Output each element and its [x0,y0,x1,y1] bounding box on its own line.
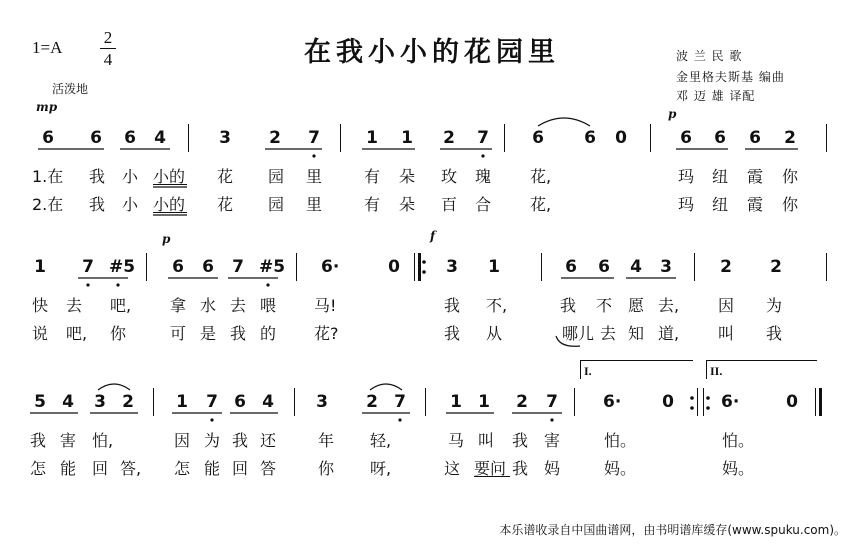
lyric: 是 [200,324,217,343]
lyric: 这 [444,459,461,478]
lyric: 霞 [747,167,764,186]
second-ending-label: II. [710,364,723,378]
lyric: 叫 [478,431,495,450]
lyric: 我 [512,459,529,478]
note: 6 [749,128,761,148]
lyric: 花 [217,195,234,214]
lyric: 朵 [399,195,416,214]
note: 4 [630,257,642,277]
lyric: 霞 [747,195,764,214]
note: 7 [206,392,218,412]
note: 6 [532,128,544,148]
note: 5 [34,392,46,412]
note: 3 [660,257,672,277]
lyric: 我 [230,324,247,343]
note: 6 [42,128,54,148]
lyric: 吧, [66,324,88,343]
lyric: 2.在 [32,195,64,214]
lyric: 答 [260,459,277,478]
lyric: 小 [122,167,139,186]
lyric: 怕。 [722,431,755,450]
lyric: 能 [60,459,77,478]
lyric: 妈。 [604,459,637,478]
lyric: 呀, [370,459,392,478]
lyric: 怕, [92,431,114,450]
lyric: 瑰 [475,167,492,186]
lyric: 花? [314,324,339,343]
credit-translator: 邓 迈 雄 译配 [676,89,756,103]
credit-arranger: 金里格夫斯基 编曲 [676,70,785,84]
note: 1 [366,128,378,148]
source-footer: 本乐谱收录自中国曲谱网，由书明谱库缓存(www.spuku.com)。 [499,523,846,537]
lyric: 的 [260,324,277,343]
note: 7 [477,128,489,148]
note: 6 [598,257,610,277]
tempo-marking: 活泼地 [52,82,89,96]
note: 2 [443,128,455,148]
time-signature-top: 2 [103,28,113,47]
note: 4 [262,392,274,412]
lyric: 有 [364,167,381,186]
note: 1 [34,257,46,277]
lyric: 回 [92,459,109,478]
lyric: 玫 [441,167,458,186]
note: 6 [714,128,726,148]
lyric: 小的 [153,167,186,186]
lyric: 里 [306,195,323,214]
lyric: 花, [530,167,552,186]
note: 6· [721,392,740,412]
lyric: 你 [782,195,799,214]
note: 4 [62,392,74,412]
lyric: 我 [444,296,461,315]
lyric: 去, [658,296,680,315]
note: 1 [176,392,188,412]
key-signature: 1=A [32,38,63,57]
note: 3 [446,257,458,277]
note: 3 [219,128,231,148]
lyric: 知 [628,324,645,343]
lyric: 叫 [718,324,735,343]
lyric: 我 [512,431,529,450]
note: 6· [321,257,340,277]
lyric: 玛 [678,167,695,186]
lyric: 有 [364,195,381,214]
note: 6 [565,257,577,277]
dynamic-f: f [430,229,436,243]
lyric: 园 [268,167,285,186]
lyric: 为 [766,296,783,315]
dynamic-p: p [668,107,677,121]
note: 2 [269,128,281,148]
lyric: 妈 [544,459,561,478]
note: 1 [478,392,490,412]
lyric: 我 [89,195,106,214]
lyric: 说 [32,324,49,343]
note: 0 [615,128,627,148]
lyric: 马 [448,431,465,450]
lyric: 1.在 [32,167,64,186]
lyric: 可 [170,324,187,343]
lyric: 百 [441,195,458,214]
lyric: 怕。 [604,431,637,450]
lyric: 去 [600,324,617,343]
credit-origin: 波 兰 民 歌 [676,49,743,63]
note: 2 [366,392,378,412]
note: 2 [720,257,732,277]
lyric: 朵 [399,167,416,186]
lyric: 害 [544,431,561,450]
lyric: 你 [782,167,799,186]
lyric: 妈。 [722,459,755,478]
lyric: 玛 [678,195,695,214]
note: 7 [232,257,244,277]
lyric: 里 [306,167,323,186]
song-title: 在我小小的花园里 [304,37,560,68]
note: 7 [394,392,406,412]
note: 1 [488,257,500,277]
lyric: 喂 [260,296,277,315]
lyric: 我 [766,324,783,343]
lyric: 我 [444,324,461,343]
dynamic-mp: mp [36,100,58,114]
note: 6 [234,392,246,412]
note: #5 [259,257,286,277]
note: 2 [122,392,134,412]
lyric: 马! [314,296,337,315]
lyric: 因 [718,296,735,315]
lyric: 拿 [170,296,187,315]
lyric: 纽 [712,195,729,214]
lyric: 去 [230,296,247,315]
note: 7 [546,392,558,412]
note: 1 [401,128,413,148]
lyric: 你 [110,324,127,343]
note: 6 [584,128,596,148]
dynamic-p: p [162,232,171,246]
lyric: 我 [560,296,577,315]
lyric: 小的 [153,195,186,214]
lyric: 快 [32,296,49,315]
note: 3 [316,392,328,412]
first-ending-label: I. [584,364,592,378]
lyric: 回 [232,459,249,478]
lyric: 合 [475,195,492,214]
note: 6 [202,257,214,277]
note: 6· [603,392,622,412]
note: 3 [94,392,106,412]
lyric: 纽 [712,167,729,186]
lyric: 花, [530,195,552,214]
lyric: 年 [318,431,335,450]
lyric: 轻, [370,431,392,450]
lyric: 要问 [474,459,507,478]
lyric: 花 [217,167,234,186]
lyric: 不 [596,296,613,315]
lyric: 道, [658,324,680,343]
lyric: 能 [204,459,221,478]
lyric: 因 [174,431,191,450]
note: 1 [450,392,462,412]
lyric: 为 [204,431,221,450]
note: 2 [784,128,796,148]
lyric: 水 [200,296,217,315]
lyric: 从 [486,324,503,343]
lyric: 怎 [174,459,191,478]
note: 6 [124,128,136,148]
lyric: 怎 [30,459,47,478]
lyric: 不, [486,296,508,315]
note: 0 [662,392,674,412]
lyric: 我 [89,167,106,186]
note: #5 [109,257,136,277]
time-signature-bottom: 4 [103,50,113,69]
lyric: 愿 [628,296,645,315]
lyric: 去 [66,296,83,315]
note: 6 [680,128,692,148]
note: 6 [90,128,102,148]
note: 0 [786,392,798,412]
note: 7 [308,128,320,148]
note: 0 [388,257,400,277]
lyric: 我 [30,431,47,450]
lyric: 吧, [110,296,132,315]
lyric: 你 [318,459,335,478]
note: 2 [770,257,782,277]
lyric: 害 [60,431,77,450]
lyric: 答, [120,459,142,478]
lyric: 小 [122,195,139,214]
lyric: 哪儿 [562,324,595,343]
lyric: 我 [232,431,249,450]
note: 6 [172,257,184,277]
note: 4 [154,128,166,148]
note: 2 [516,392,528,412]
lyric: 园 [268,195,285,214]
note: 7 [82,257,94,277]
lyric: 还 [260,431,277,450]
